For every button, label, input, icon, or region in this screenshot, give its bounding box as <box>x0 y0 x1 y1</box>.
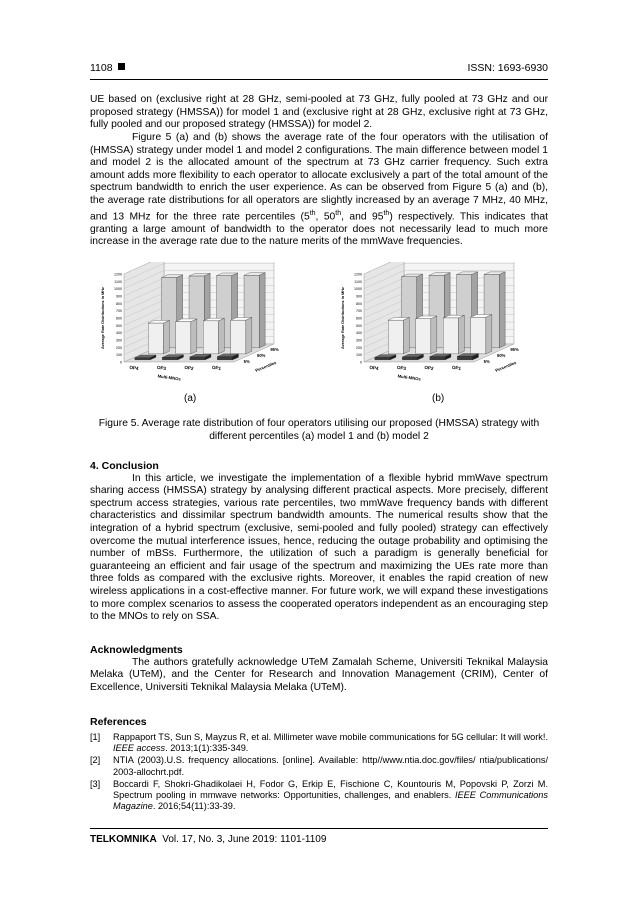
bar-side <box>191 319 197 354</box>
category-label: OP4 <box>369 364 379 372</box>
z-axis-label: Percentiles <box>254 359 278 373</box>
y-tick-label: 600 <box>356 316 362 321</box>
y-tick-label: 500 <box>356 323 362 328</box>
paragraph-2: Figure 5 (a) and (b) shows the average rate of the four operators with the utilisation of (HMSSA) strategy under model 1 and model 2 configurations. The main difference between model 1 and model 2 is the allocated amount of the spectrum at 73 GHz carrier frequency. Such extra amount adds more flexibility to each operator to allocate exclusively a part of the total amount of the spectrum bandwidth to enrich the user experience. As can be observed from Figure 5 (a) and (b), the average rate distributions for all operators are slightly increased by an average 7 MHz, 40 MHz, and 13 MHz for the three rate percentiles (5th, 50th, and 95th) respectively. This indicates that granting a large amount of bandwidth to the operator does not necessarily lead to much more increase in the average rate due to the nature merits of the mmWave frequencies. <box>90 132 548 248</box>
page-header <box>90 62 548 76</box>
y-tick-label: 500 <box>116 323 122 328</box>
header-rule <box>90 79 548 80</box>
y-axis-label: Average Rate Distributions in MHz <box>341 287 345 349</box>
bar <box>190 357 205 360</box>
conclusion-section <box>90 460 548 624</box>
depth-label: 50% <box>497 353 506 358</box>
bar-side <box>458 315 464 354</box>
y-tick-label: 600 <box>116 316 122 321</box>
chart-a <box>90 262 300 392</box>
y-tick-label: 400 <box>356 331 362 336</box>
category-label: OP2 <box>184 364 194 372</box>
bar <box>416 319 431 354</box>
y-tick-label: 800 <box>356 301 362 306</box>
bar-side <box>163 320 169 354</box>
y-tick-label: 1000 <box>114 287 122 292</box>
y-tick-label: 1100 <box>114 279 122 284</box>
journal-details: Vol. 17, No. 3, June 2019: 1101-1109 <box>162 834 327 845</box>
page-number: 1108 <box>90 62 125 74</box>
y-tick-label: 700 <box>356 309 362 314</box>
acknowledgments-text: The authors gratefully acknowledge UTeM Zamalah Scheme, Universiti Teknikal Malaysia Melaka (UTeM), and the Center for Research and Innovation Management (CRIM), Center of Excellence, Universiti Teknikal Malaysia Melaka (UTeM). <box>90 656 548 693</box>
category-label: OP1 <box>451 364 462 372</box>
bar-side <box>246 317 252 353</box>
y-tick-label: 900 <box>116 294 122 299</box>
bar <box>148 323 163 354</box>
z-axis-label: Percentiles <box>494 359 518 373</box>
y-tick-label: 0 <box>360 360 362 365</box>
bar <box>135 358 150 360</box>
bar <box>375 357 390 360</box>
bar <box>162 357 177 360</box>
bar-side <box>259 273 265 348</box>
conclusion-text: In this article, we investigate the implementation of a flexible hybrid mmWave spectrum sharing access (HMSSA) strategy by analysing different practical aspects. More precisely, different spectrum access strategies, various rate percentiles, two mmWave frequency bands with different characteristics and dissimilar spectrum bandwidth amounts. The numerical results show that the integration of a hybrid spectrum (exclusive, semi-pooled and fully pooled) strategy can effectively overcome the mutual interference issues, hence, reducing the outage probability and optimising the number of mBSs. Furthermore, the utilization of such a paradigm is generally beneficial for guaranteeing an efficient and fair usage of the spectrum and maximizing the UEs rate more than three folds as compared with the exclusive rights. Moreover, it enables the rapid creation of new wireless applications in a cost-effective manner. For future work, we will expand these investigations to more complex scenarios to assess the cooperated operators independent as an encouraging step to the MNOs to rely on SSA. <box>90 472 548 623</box>
depth-label: 95% <box>270 347 279 352</box>
bar <box>457 356 472 360</box>
bar <box>471 317 486 354</box>
chart-b <box>330 262 540 392</box>
depth-label: 5% <box>483 359 490 364</box>
bar <box>231 320 246 354</box>
references-heading-wrap <box>90 716 548 729</box>
x-axis-label: Multi-MNOs <box>157 373 182 382</box>
depth-label: 95% <box>510 347 519 352</box>
y-tick-label: 1200 <box>354 272 362 277</box>
reference-item: [2] NTIA (2003).U.S. frequency allocations. [online]. Available: http//www.ntia.doc.gov/files/ ntia/publications/ 2003-allochrt.pdf. <box>90 755 548 777</box>
paragraph-1: UE based on (exclusive right at 28 GHz, semi-pooled at 73 GHz, fully pooled at 73 GHz and our proposed strategy (HMSSA)) for model 1 and (exclusive right at 28 GHz, exclusive right at 73 GHz, fully pooled and our proposed strategy (HMSSA)) for model 2. <box>90 94 548 131</box>
y-tick-label: 700 <box>116 309 122 314</box>
issn: ISSN: 1693-6930 <box>467 62 548 74</box>
bar <box>203 321 218 354</box>
bar-side <box>431 316 437 354</box>
y-tick-label: 100 <box>116 353 122 358</box>
figure-caption: Figure 5. Average rate distribution of four operators utilising our proposed (HMSSA) strategy with different percentiles (a) model 1 and (b) model 2 <box>98 418 540 442</box>
category-label: OP4 <box>129 364 139 372</box>
footer-rule <box>90 828 548 829</box>
y-tick-label: 300 <box>356 338 362 343</box>
acknowledgments-section <box>90 644 548 694</box>
reference-item: [3] Boccardi F, Shokri-Ghadikolaei H, Fodor G, Erkip E, Fischione C, Kountouris M, Popovski P, Zorzi M. Spectrum pooling in mmwave networks: Opportunities, challenges, and enablers. IEEE Communications Magazine. 2016;54(11):33-39. <box>90 778 548 812</box>
journal-name: TELKOMNIKA <box>90 834 157 845</box>
y-tick-label: 800 <box>116 301 122 306</box>
conclusion-heading: 4. Conclusion <box>90 460 159 472</box>
y-tick-label: 300 <box>116 338 122 343</box>
references-list <box>90 732 548 813</box>
category-label: OP3 <box>396 364 407 372</box>
depth-label: 5% <box>243 359 250 364</box>
category-label: OP1 <box>211 364 222 372</box>
category-label: OP3 <box>156 364 167 372</box>
y-tick-label: 0 <box>120 360 122 365</box>
figure-5 <box>90 262 548 412</box>
y-tick-label: 200 <box>356 345 362 350</box>
bar-side <box>403 317 409 353</box>
bar-side <box>499 272 505 348</box>
y-tick-label: 1100 <box>354 279 362 284</box>
bar-side <box>218 318 224 354</box>
x-axis-label: Multi-MNOs <box>397 373 422 382</box>
y-tick-label: 200 <box>116 345 122 350</box>
depth-label: 50% <box>257 353 266 358</box>
y-tick-label: 1200 <box>114 272 122 277</box>
acknowledgments-heading: Acknowledgments <box>90 644 183 656</box>
y-tick-label: 100 <box>356 353 362 358</box>
references-heading: References <box>90 716 147 728</box>
bar <box>430 357 445 360</box>
y-tick-label: 1000 <box>354 287 362 292</box>
y-axis-label: Average Rate Distributions in MHz <box>101 287 105 349</box>
subfigure-label-b: (b) <box>432 393 445 404</box>
subfigure-label-a: (a) <box>184 393 197 404</box>
bar <box>443 318 458 354</box>
y-tick-label: 900 <box>356 294 362 299</box>
y-tick-label: 400 <box>116 331 122 336</box>
category-label: OP2 <box>424 364 434 372</box>
bar <box>217 357 232 360</box>
reference-item: [1] Rappaport TS, Sun S, Mayzus R, et al. Millimeter wave mobile communications for 5G cellular: It will work!. IEEE access. 2013;1(1):335-349. <box>90 732 548 754</box>
bar <box>402 357 417 360</box>
bar <box>388 320 403 354</box>
bar-side <box>486 315 492 354</box>
bar <box>176 322 191 354</box>
square-bullet-icon <box>118 63 125 70</box>
page-footer <box>90 834 326 845</box>
